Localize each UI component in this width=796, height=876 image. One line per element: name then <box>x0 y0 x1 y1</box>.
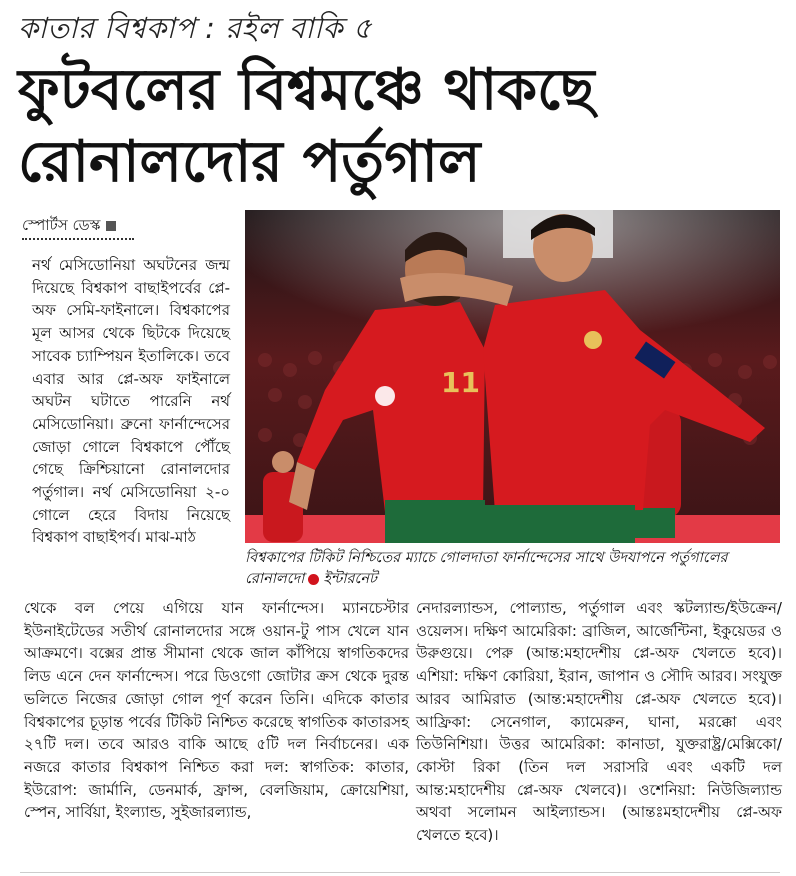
body-column-2 <box>24 597 409 824</box>
headline <box>18 54 788 198</box>
photo-caption <box>245 548 785 590</box>
body-text-1: নর্থ মেসিডোনিয়া অঘটনের জন্ম দিয়েছে বিশ্বকাপ বাছাইপর্বের প্লে-অফ সেমি-ফাইনালে। বিশ্বকাপের মূল আসর থেকে ছিটকে দিয়েছে সাবেক চ্যাম্পিয়ন ইতালিকে। তবে এবার আর প্লে-অফ ফাইনালে অঘটন ঘটাতে পারেনি নর্থ মেসিডোনিয়া। ব্রুনো ফার্নান্দেসের জোড়া গোলে বিশ্বকাপে পৌঁছে গেছে ক্রিশ্চিয়ানো রোনালদোর পর্তুগাল। নর্থ মেসিডোনিয়া ২-০ গোলে হেরে বিদায় নিয়েছে বিশ্বকাপ বাছাইপর্ব। মাঝ-মাঠ <box>32 256 230 547</box>
byline-dotted-rule <box>22 238 134 240</box>
body-column-3 <box>416 597 782 847</box>
headline-line-2: রোনালদোর পর্তুগাল <box>18 129 481 195</box>
article-photo <box>245 210 780 543</box>
caption-credit: ইন্টারনেট <box>323 571 377 587</box>
byline-square-icon <box>106 221 116 231</box>
photo-illustration <box>245 210 780 543</box>
body-text-2: থেকে বল পেয়ে এগিয়ে যান ফার্নান্দেস। ম্যানচেস্টার ইউনাইটেডের সতীর্থ রোনালদোর সঙ্গে ওয়ান-টু পাস খেলে যান আক্রমণে। বক্সের প্রান্ত সীমানা থেকে জাল কাঁপিয়ে স্বাগতিকদের লিড এনে দেন ফার্নান্দেস। পরে ডিওগো জোটার ক্রস থেকে দুরন্ত ভলিতে নিজের জোড়া গোল পূর্ণ করেন তিনি। এদিকে কাতার বিশ্বকাপের চূড়ান্ত পর্বের টিকিট নিশ্চিত করেছে স্বাগতিক কাতারসহ ২৭টি দল। তবে আরও বাকি আছে ৫টি দল নির্বাচনের। এক নজরে কাতার বিশ্বকাপ নিশ্চিত করা দল: স্বাগতিক: কাতার, ইউরোপ: জার্মানি, ডেনমার্ক, ফ্রান্স, বেলজিয়াম, ক্রোয়েশিয়া, স্পেন, সার্বিয়া, ইংল্যান্ড, সুইজারল্যান্ড, <box>24 599 409 822</box>
caption-text: বিশ্বকাপের টিকিট নিশ্চিতের ম্যাচে গোলদাতা ফার্নান্দেসের সাথে উদযাপনে পর্তুগালের রোনালদো <box>245 550 728 587</box>
byline-text: স্পোর্টস ডেস্ক <box>22 216 101 234</box>
kicker: কাতার বিশ্বকাপ : রইল বাকি ৫ <box>18 11 373 45</box>
body-column-1 <box>32 254 230 549</box>
page-bottom-rule <box>20 872 780 873</box>
jersey-number: 11 <box>441 366 480 399</box>
body-text-3: নেদারল্যান্ডস, পোল্যান্ড, পর্তুগাল এবং স্কটল্যান্ড/ইউক্রেন/ওয়েলস। দক্ষিণ আমেরিকা: ব্রাজিল, আর্জেন্টিনা, ইকুয়েডর ও উরুগুয়ে। পেরু (আন্ত:মহাদেশীয় প্লে-অফ খেলতে হবে)। এশিয়া: দক্ষিণ কোরিয়া, ইরান, জাপান ও সৌদি আরব। সংযুক্ত আরব আমিরাত (আন্ত:মহাদেশীয় প্লে-অফ খেলতে হবে)। আফ্রিকা: সেনেগাল, ক্যামেরুন, ঘানা, মরক্কো এবং তিউনিশিয়া। উত্তর আমেরিকা: কানাডা, যুক্তরাষ্ট্র/মেক্সিকো/কোস্টা রিকা (তিন দল সরাসরি এবং একটি দল আন্ত:মহাদেশীয় প্লে-অফ খেলবে)। ওশেনিয়া: নিউজিল্যান্ড অথবা সলোমন আইল্যান্ডস। (আন্তঃমহাদেশীয় প্লে-অফ খেলতে হবে)। <box>416 599 782 845</box>
headline-line-1: ফুটবলের বিশ্বমঞ্চে থাকছে <box>18 57 595 123</box>
caption-dot-icon <box>308 574 319 585</box>
byline <box>22 214 116 239</box>
